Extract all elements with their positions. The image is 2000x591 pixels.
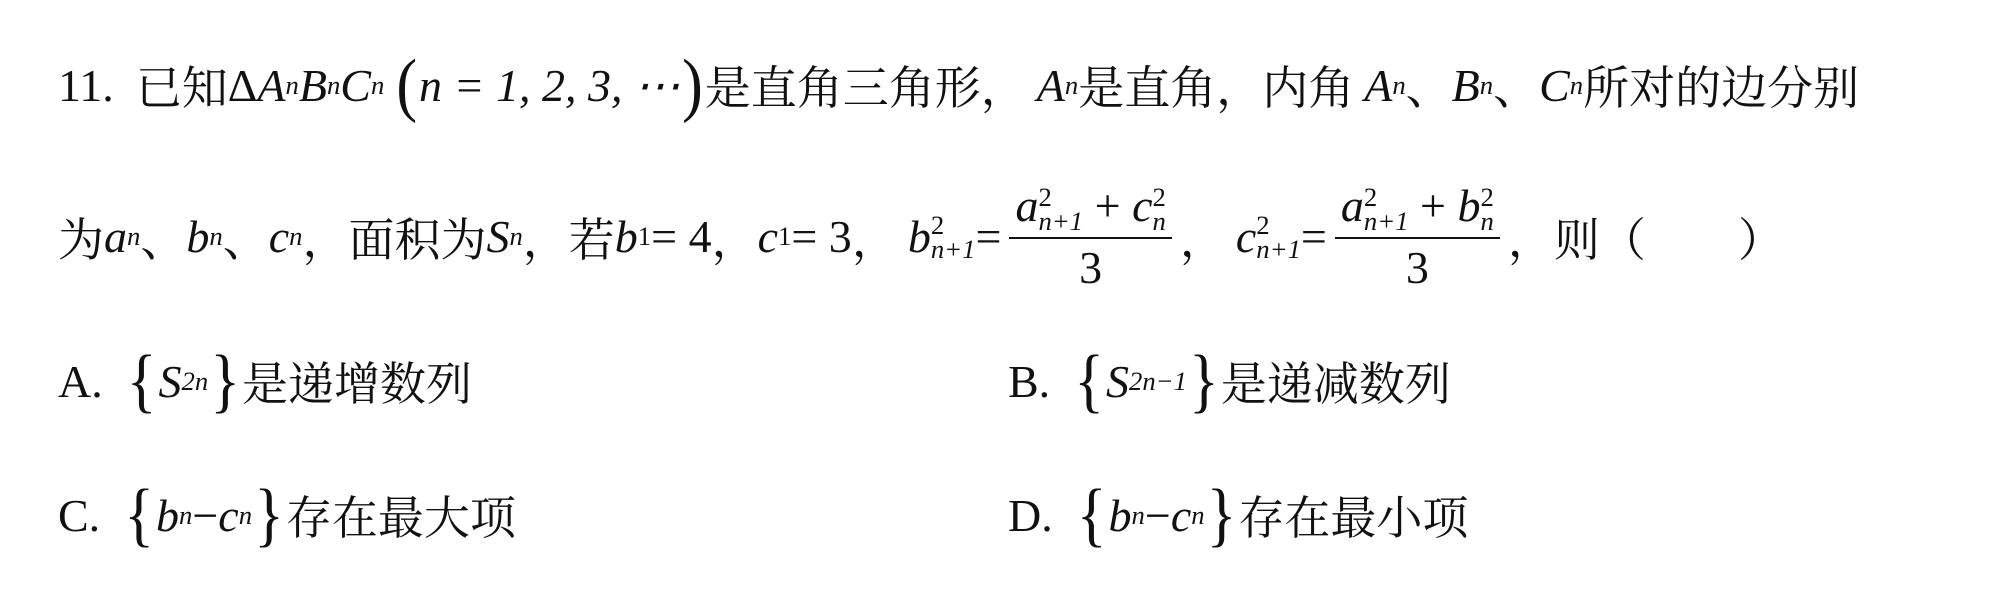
eq1-num-c: c <box>1132 180 1153 231</box>
eq2-num-a: a <box>1340 180 1364 231</box>
eq2-num-a-sup: 2 <box>1363 181 1378 212</box>
angle-b-subscript: n <box>1479 69 1494 100</box>
option-a-brace-open: { <box>126 341 157 421</box>
eq1-lhs-sub: n+1 <box>930 233 976 264</box>
line2-text-2: ，面积为 <box>302 212 487 267</box>
option-c-b: b <box>156 489 179 541</box>
question-number: 11 <box>58 59 103 111</box>
option-b-brace-open: { <box>1074 341 1104 421</box>
option-a[interactable] <box>58 341 473 421</box>
eq1-fraction <box>1009 180 1171 294</box>
eq2-num-a-sub: n+1 <box>1363 206 1409 236</box>
angle-c-subscript: n <box>1569 69 1584 100</box>
option-c-text: 存在最大项 <box>285 491 516 545</box>
eq2-fraction <box>1335 180 1500 294</box>
eq2-lhs-sup: 2 <box>1256 209 1270 240</box>
option-d-c-sub: n <box>1191 499 1205 530</box>
comma-2: ， <box>851 212 898 267</box>
angle-a: A <box>1364 59 1393 111</box>
option-b-expr-sub: 2n−1 <box>1129 365 1188 396</box>
area-s: S <box>486 211 510 263</box>
side-c: c <box>268 211 290 263</box>
eq2-num-b-sup: 2 <box>1480 181 1494 212</box>
option-d-label: D. <box>1008 489 1053 541</box>
line1-text-1: 是直角三角形， <box>704 61 1027 115</box>
option-c-brace-open: { <box>124 475 154 555</box>
side-a-subscript: n <box>127 221 141 252</box>
question-line-1 <box>58 45 1860 125</box>
eq1-lhs-scripts <box>930 209 976 264</box>
option-b-text: 是递减数列 <box>1220 357 1451 411</box>
c1-base: c <box>757 211 779 263</box>
right-angle-vertex: A <box>1036 59 1065 111</box>
question-lead-text: 已知 <box>135 61 228 115</box>
option-c-minus: − <box>192 489 219 541</box>
option-d-brace-close: } <box>1206 475 1237 555</box>
angle-c: C <box>1539 59 1570 111</box>
b1-value: = 4 <box>651 211 712 263</box>
eq1-lhs-sup: 2 <box>930 209 945 240</box>
vertex-a-subscript: n <box>285 69 299 100</box>
option-b-label: B. <box>1008 355 1051 407</box>
eq1-num-a: a <box>1015 180 1039 231</box>
comma-3: ， <box>1179 212 1226 267</box>
option-c-c-sub: n <box>238 499 253 530</box>
eq1-numerator <box>1009 180 1171 237</box>
comma-1: ， <box>711 212 758 267</box>
area-s-subscript: n <box>509 221 523 252</box>
b1-base: b <box>614 211 638 263</box>
line2-text-1: 为 <box>58 212 104 267</box>
option-c-label: C. <box>58 489 101 541</box>
option-b-expr-base: S <box>1106 355 1129 407</box>
option-a-text: 是递增数列 <box>242 357 473 411</box>
vertex-b: B <box>298 59 327 111</box>
right-angle-vertex-subscript: n <box>1064 69 1079 100</box>
eq1-num-c-sup: 2 <box>1152 181 1166 212</box>
triangle-symbol: Δ <box>227 59 258 111</box>
line2-text-3: ，若 <box>522 212 615 267</box>
option-d-minus: − <box>1144 489 1171 541</box>
angle-b: B <box>1451 59 1480 111</box>
eq1-num-plus: + <box>1083 180 1133 231</box>
eq2-num-b-sub: n <box>1480 206 1494 236</box>
b1-subscript: 1 <box>637 221 652 252</box>
eq1-num-a-sup: 2 <box>1038 181 1052 212</box>
separator-1: 、 <box>1405 61 1452 115</box>
option-d-b: b <box>1108 489 1132 541</box>
eq2-equals: = <box>1300 211 1327 263</box>
c1-subscript: 1 <box>778 221 792 252</box>
vertex-a: A <box>257 59 286 111</box>
side-c-subscript: n <box>289 221 303 252</box>
option-a-expr-base: S <box>158 355 182 407</box>
option-d[interactable] <box>1008 475 1469 555</box>
option-d-c: c <box>1170 489 1192 541</box>
question-number-separator: . <box>102 59 114 111</box>
c1-value: = 3 <box>791 211 852 263</box>
option-c[interactable] <box>58 475 516 555</box>
angle-a-subscript: n <box>1392 69 1406 100</box>
option-c-brace-close: } <box>254 475 284 555</box>
paren-close: ) <box>682 45 703 125</box>
eq1-num-a-sub: n+1 <box>1038 206 1084 236</box>
vertex-b-subscript: n <box>326 69 341 100</box>
eq2-num-b: b <box>1457 180 1481 231</box>
separator-2: 、 <box>1493 61 1540 115</box>
line1-text-3: 所对的边分别 <box>1583 61 1860 115</box>
eq2-lhs-base: c <box>1235 211 1257 263</box>
eq2-lhs-sub: n+1 <box>1256 233 1301 264</box>
option-a-brace-close: } <box>210 341 241 421</box>
option-a-label: A. <box>58 355 103 407</box>
index-range: n = 1, 2, 3, ⋯ <box>419 60 681 111</box>
option-b-brace-close: } <box>1189 341 1219 421</box>
side-a: a <box>104 211 127 263</box>
eq2-lhs-scripts <box>1256 209 1301 264</box>
option-d-text: 存在最小项 <box>1238 491 1469 545</box>
option-b[interactable] <box>1008 341 1451 421</box>
option-c-c: c <box>218 489 239 541</box>
eq2-numerator <box>1335 180 1500 237</box>
option-d-b-sub: n <box>1131 499 1145 530</box>
eq2-num-plus: + <box>1408 180 1458 231</box>
question-tail: ，则（ ） <box>1507 212 1784 267</box>
eq2-denominator: 3 <box>1405 242 1429 294</box>
line1-text-2: 是直角，内角 <box>1078 61 1355 115</box>
vertex-c: C <box>340 59 371 111</box>
side-b-subscript: n <box>209 221 223 252</box>
question-line-2 <box>58 180 1784 294</box>
line2-separator-2: 、 <box>222 212 269 267</box>
paren-open: ( <box>396 45 418 125</box>
eq1-denominator: 3 <box>1079 242 1103 294</box>
vertex-c-subscript: n <box>370 69 385 100</box>
option-c-b-sub: n <box>179 499 193 530</box>
line2-separator-1: 、 <box>140 212 187 267</box>
eq1-equals: = <box>975 211 1002 263</box>
eq1-lhs-base: b <box>907 211 931 263</box>
side-b: b <box>186 211 210 263</box>
option-d-brace-open: { <box>1076 475 1107 555</box>
option-a-expr-sub: 2n <box>181 365 209 396</box>
eq1-num-c-sub: n <box>1152 206 1166 236</box>
